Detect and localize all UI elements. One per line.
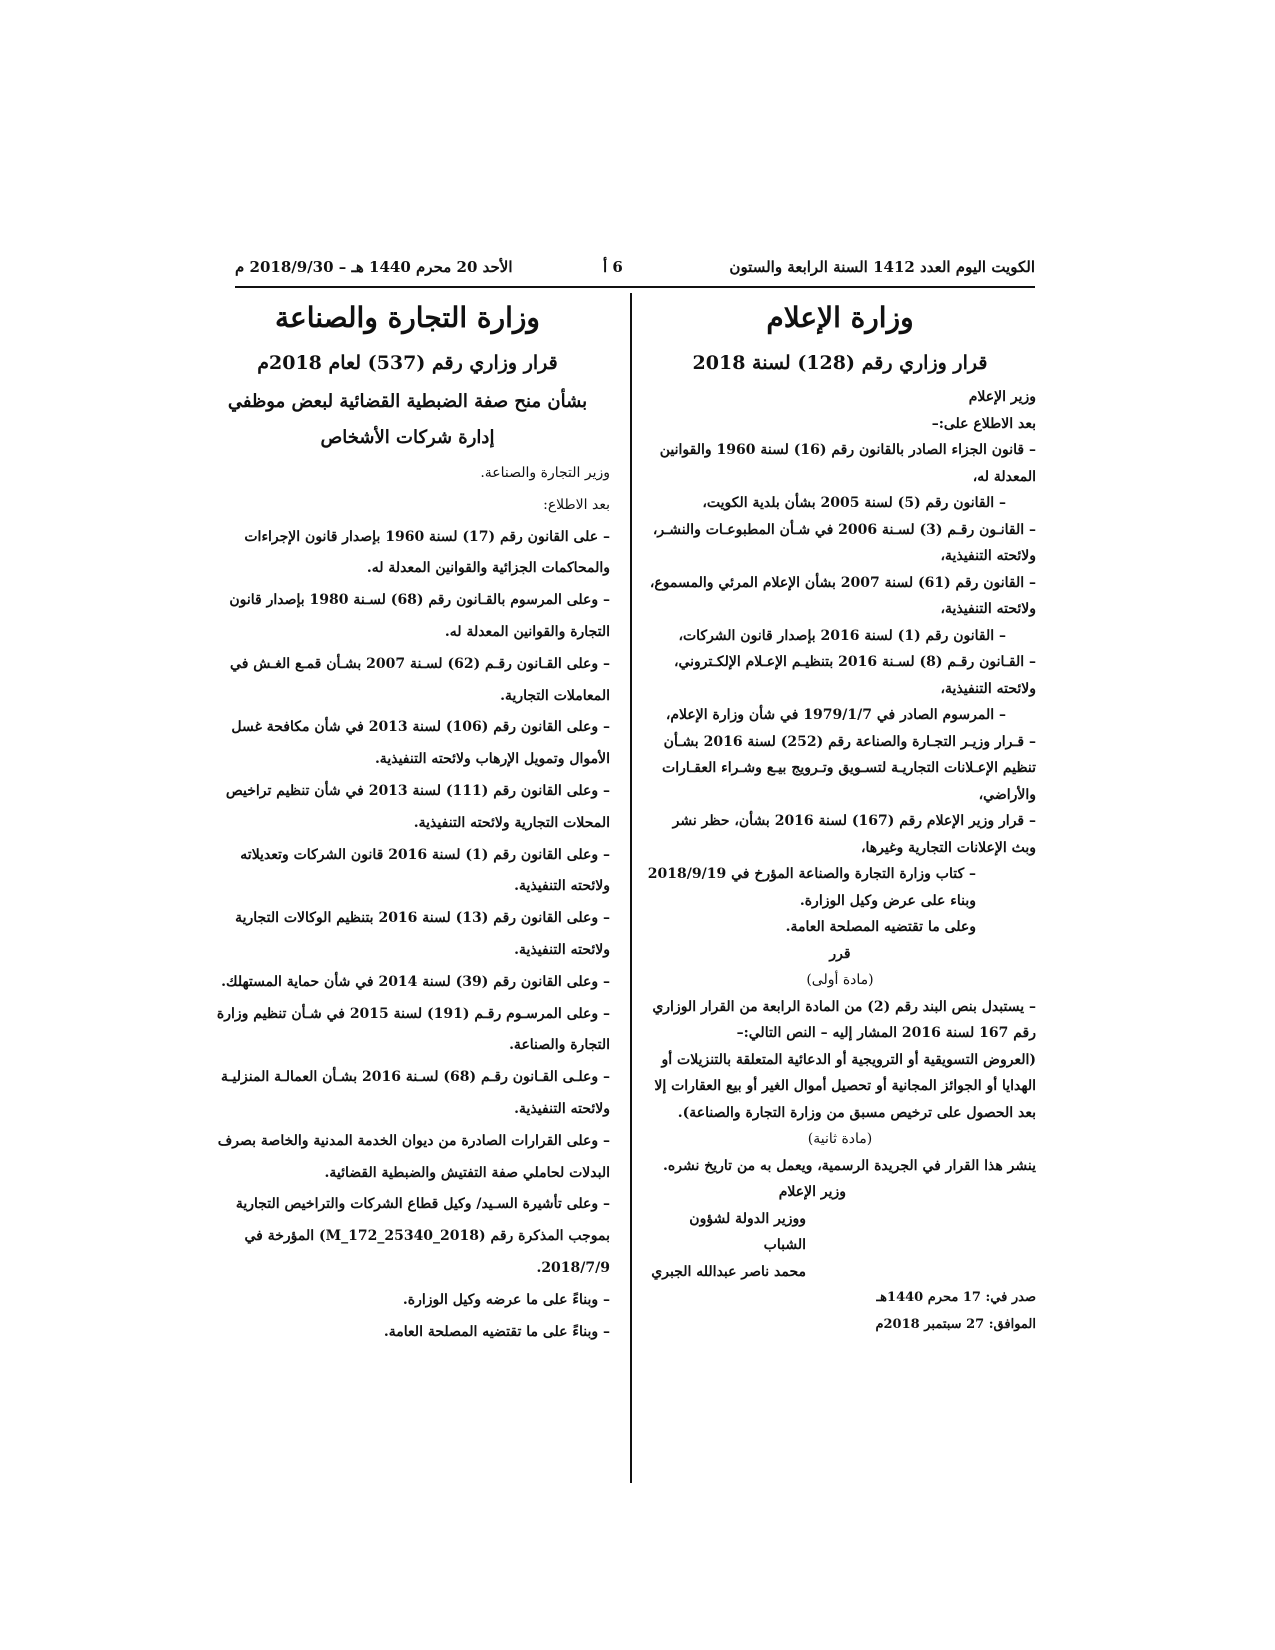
page-number: 6 أ bbox=[603, 258, 623, 276]
text-line: ينشر هذا القرار في الجريدة الرسمية، ويعمل به من تاريخ نشره. bbox=[663, 1157, 1036, 1174]
header-divider bbox=[235, 286, 1035, 288]
text-line: – وبناءً على ما عرضه وكيل الوزارة. bbox=[402, 1291, 610, 1308]
text-line: وزير التجارة والصناعة. bbox=[480, 465, 610, 481]
issue-date: الأحد 20 محرم 1440 هـ – 2018/9/30 م bbox=[235, 258, 513, 276]
text-line: الأموال وتمويل الإرهاب ولائحته التنفيذية. bbox=[374, 751, 610, 768]
decree-title: قرار وزاري رقم (537) لعام 2018م bbox=[257, 352, 558, 374]
text-line: – المرسوم الصادر في 1979/1/7 في شأن وزارة الإعلام، bbox=[665, 707, 1006, 723]
text-line: الهدايا أو الجوائز المجانية أو تحصيل أموال الغير أو بيع العقارات إلا bbox=[654, 1078, 1036, 1094]
text-line: تنظيم الإعـلانات التجاريـة لتسـويق وتـرويج بيـع وشـراء العقـارات bbox=[662, 760, 1036, 776]
text-line: – وعلى القانون رقم (39) لسنة 2014 في شأن حماية المستهلك. bbox=[221, 973, 610, 990]
text-line: المحلات التجارية ولائحته التنفيذية. bbox=[413, 814, 610, 831]
column-divider bbox=[630, 293, 632, 1483]
text-line: – على القانون رقم (17) لسنة 1960 بإصدار قانون الإجراءات bbox=[244, 528, 610, 545]
ministry-title: وزارة الإعلام bbox=[766, 301, 914, 334]
signatory-title: ووزير الدولة لشؤون الشباب bbox=[689, 1210, 806, 1253]
text-line: ولائحته التنفيذية، bbox=[940, 548, 1036, 564]
text-line: – القانـون رقـم (3) لسـنة 2006 في شـأن المطبوعـات والنشـر، bbox=[652, 521, 1036, 538]
text-line: والمحاكمات الجزائية والقوانين المعدلة له. bbox=[366, 560, 610, 577]
text-line: وعلى ما تقتضيه المصلحة العامة. bbox=[785, 919, 976, 935]
text-line: ولائحته التنفيذية. bbox=[514, 878, 610, 895]
signatory-title: وزير الإعلام bbox=[778, 1184, 846, 1200]
text-line: التجارة والقوانين المعدلة له. bbox=[444, 623, 610, 640]
decree-subject: إدارة شركات الأشخاص bbox=[320, 427, 495, 448]
text-line: – وعلى القانون رقم (13) لسنة 2016 بتنظيم الوكالات التجارية bbox=[235, 910, 610, 927]
text-line: – وعلى القانون رقم (106) لسنة 2013 في شأن مكافحة غسل bbox=[231, 719, 610, 736]
decree-subject: بشأن منح صفة الضبطية القضائية لبعض موظفي bbox=[227, 391, 588, 412]
text-line: بعد الاطلاع على:– bbox=[931, 415, 1036, 432]
text-line: 2018/7/9. bbox=[536, 1259, 610, 1276]
text-line: المعدلة له، bbox=[972, 468, 1036, 485]
text-line: – القانون رقم (61) لسنة 2007 بشأن الإعلام المرئي والمسموع، bbox=[649, 574, 1036, 591]
text-line: – قـرار وزيـر التجـارة والصناعة رقم (252) لسنة 2016 بشـأن bbox=[663, 733, 1036, 750]
ministry-title: وزارة التجارة والصناعة bbox=[275, 301, 540, 334]
text-line: (العروض التسويقية أو الترويجية أو الدعائية المتعلقة بالتنزيلات أو bbox=[661, 1051, 1036, 1068]
text-line: وبناء على عرض وكيل الوزارة. bbox=[799, 892, 976, 909]
left-column bbox=[205, 296, 610, 1348]
text-line: بعد الاطلاع: bbox=[543, 496, 610, 513]
text-line: – وعلـى القـانون رقـم (68) لسـنة 2016 بشـأن العمالـة المنزليـة bbox=[220, 1069, 610, 1086]
text-line: التجارة والصناعة. bbox=[509, 1037, 610, 1054]
text-line: – وعلى المرسوم بالقـانون رقم (68) لسـنة 1980 بإصدار قانون bbox=[229, 592, 610, 609]
text-line: – وبناءً على ما تقتضيه المصلحة العامة. bbox=[383, 1323, 610, 1340]
publication-info: الكويت اليوم العدد 1412 السنة الرابعة والستون bbox=[729, 258, 1035, 276]
text-line: وبث الإعلانات التجارية وغيرها، bbox=[861, 839, 1036, 856]
text-line: رقم 167 لسنة 2016 المشار إليه – النص التالي:– bbox=[736, 1025, 1036, 1041]
text-line: – وعلى القانون رقم (111) لسنة 2013 في شأن تنظيم تراخيص bbox=[225, 782, 610, 799]
text-line: – قرار وزير الإعلام رقم (167) لسنة 2016 بشأن، حظر نشر bbox=[672, 813, 1036, 829]
decree-title: قرار وزاري رقم (128) لسنة 2018 bbox=[692, 352, 988, 374]
text-line: ولائحته التنفيذية، bbox=[940, 601, 1036, 617]
text-line: – وعلى القانون رقم (1) لسنة 2016 قانون الشركات وتعديلاته bbox=[240, 846, 610, 863]
text-line: ولائحته التنفيذية، bbox=[940, 680, 1036, 697]
text-line: – القانون رقم (5) لسنة 2005 بشأن بلدية الكويت، bbox=[702, 495, 1006, 511]
text-line: بعد الحصول على ترخيص مسبق من وزارة التجارة والصناعة). bbox=[677, 1104, 1036, 1121]
decision-heading: قرر bbox=[829, 945, 851, 962]
text-line: والأراضي، bbox=[978, 786, 1036, 803]
text-line: – وعلى تأشيرة السـيد/ وكيل قطاع الشركات والتراخيص التجارية bbox=[235, 1196, 610, 1213]
text-line: – القـانون رقـم (8) لسـنة 2016 بتنظيـم الإعـلام الإلكـتروني، bbox=[673, 654, 1036, 670]
text-line: – قانون الجزاء الصادر بالقانون رقم (16) لسنة 1960 والقوانين bbox=[659, 442, 1036, 458]
text-line: وزير الإعلام bbox=[968, 389, 1036, 405]
text-line: البدلات لحاملي صفة التفتيش والضبطية القضائية. bbox=[324, 1164, 610, 1181]
right-column bbox=[644, 296, 1036, 1338]
text-line: – وعلى المرسـوم رقـم (191) لسنة 2015 في شـأن تنظيم وزارة bbox=[216, 1005, 610, 1022]
text-line: – يستبدل بنص البند رقم (2) من المادة الرابعة من القرار الوزاري bbox=[652, 998, 1036, 1015]
text-line: – وعلى القرارات الصادرة من ديوان الخدمة المدنية والخاصة بصرف bbox=[217, 1132, 610, 1149]
text-line: بموجب المذكرة رقم (M_172_25340_2018) المؤرخة في bbox=[244, 1228, 610, 1245]
text-line: – القانون رقم (1) لسنة 2016 بإصدار قانون الشركات، bbox=[678, 627, 1006, 644]
article-heading: (مادة ثانية) bbox=[807, 1131, 873, 1147]
text-line: ولائحته التنفيذية. bbox=[514, 941, 610, 958]
text-line: ولائحته التنفيذية. bbox=[514, 1100, 610, 1117]
text-line: – وعلى القـانون رقـم (62) لسـنة 2007 بشـأن قمـع الغـش في bbox=[230, 655, 610, 672]
issued-date: صدر في: 17 محرم 1440هـ bbox=[876, 1290, 1036, 1305]
article-heading: (مادة أولى) bbox=[806, 972, 874, 988]
text-line: – كتاب وزارة التجارة والصناعة المؤرخ في 2018/9/19 bbox=[647, 866, 976, 882]
text-line: المعاملات التجارية. bbox=[500, 687, 610, 704]
signatory-name: محمد ناصر عبدالله الجبري bbox=[651, 1263, 806, 1280]
page-header bbox=[235, 258, 1035, 284]
corresponding-date: الموافق: 27 سبتمبر 2018م bbox=[875, 1316, 1036, 1332]
